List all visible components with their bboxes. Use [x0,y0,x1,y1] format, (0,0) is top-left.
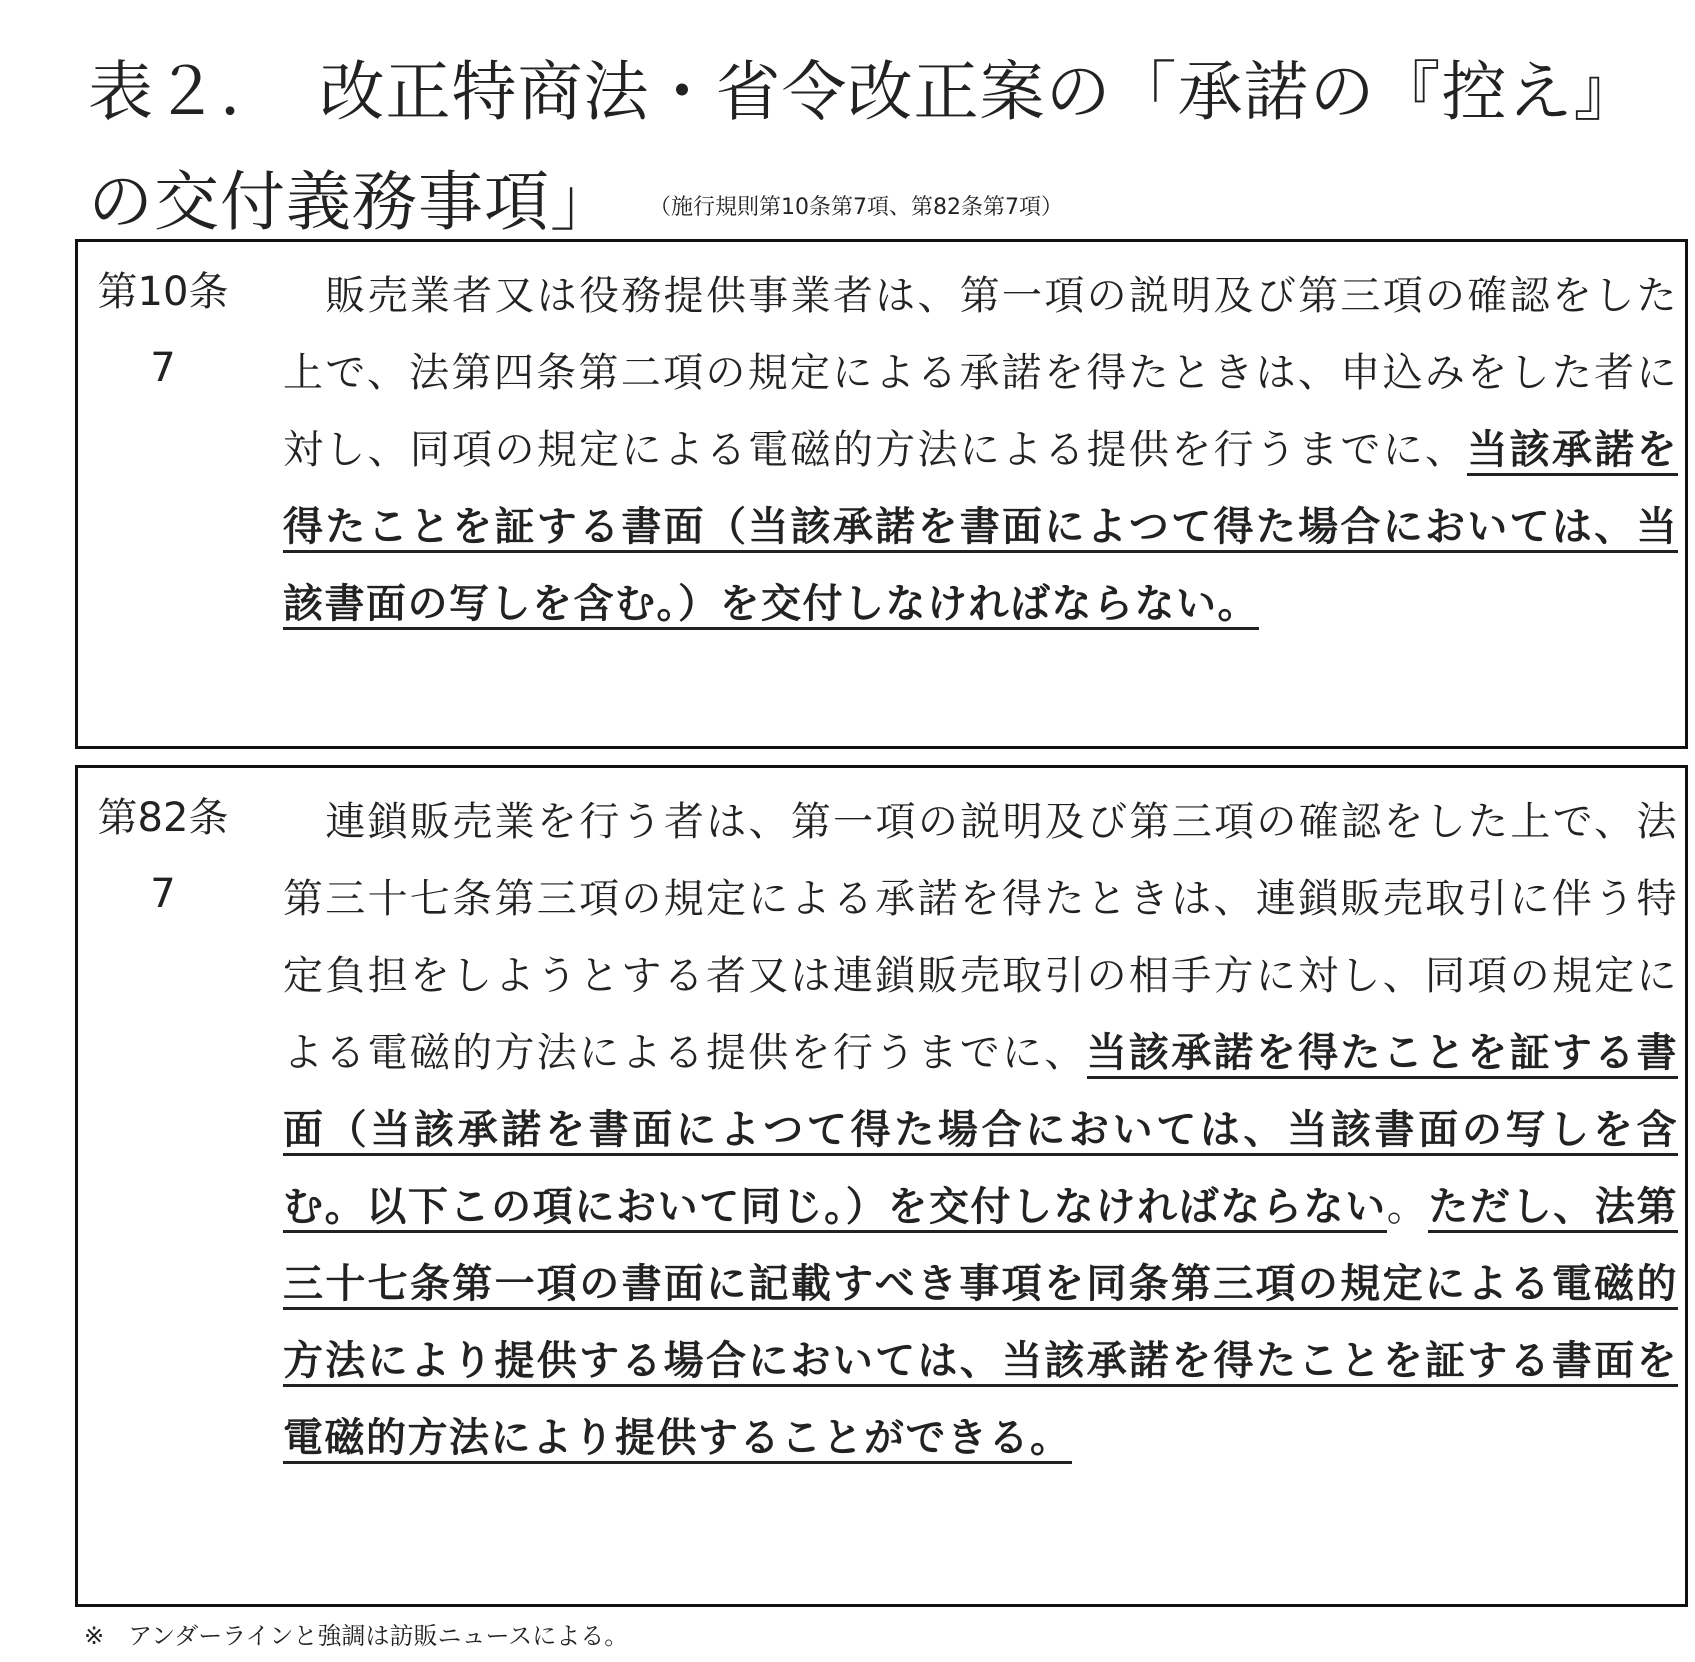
article-82-label [88,780,238,932]
article-82-text-emphasis-1: 当該承諾を得たことを証する書面（当該承諾を書面によつて得た場合においては、当該書面の写しを含む。以下この項において同じ。）を交付しなければならない [283,1030,1678,1233]
article-10-paragraph: 7 [150,345,176,391]
article-10-label [88,254,238,406]
article-10-text-plain: 販売業者又は役務提供事業者は、第一項の説明及び第三項の確認をした上で、法第四条第二項の規定による承諾を得たときは、申込みをした者に対し、同項の規定による電磁的方法による提供を行うまでに、 [283,273,1678,473]
article-82-number: 第82条 [97,795,229,841]
article-82-text-plain: 連鎖販売業を行う者は、第一項の説明及び第三項の確認をした上で、法第三十七条第三項の規定による承諾を得たときは、連鎖販売取引に伴う特定負担をしようとする者又は連鎖販売取引の相手方に対し、同項の規定による電磁的方法による提供を行うまでに、 [283,799,1678,1076]
article-10-number: 第10条 [97,269,229,315]
article-10-box [75,239,1688,749]
article-82-text [283,784,1678,1477]
article-82-box [75,765,1688,1607]
article-10-text [283,258,1678,643]
table-title [88,38,1648,263]
footnote: ※ アンダーラインと強調は訪販ニュースによる。 [84,1622,629,1650]
article-82-text-separator: 。 [1386,1184,1429,1230]
article-82-text-emphasis-2: ただし、法第三十七条第一項の書面に記載すべき事項を同条第三項の規定による電磁的方法により提供する場合においては、当該承諾を得たことを証する書面を電磁的方法により提供することができる。 [283,1184,1678,1464]
article-10-text-emphasis: 当該承諾を得たことを証する書面（当該承諾を書面によつて得た場合においては、当該書面の写しを含む。）を交付しなければならない。 [283,427,1678,630]
table-title-main: 表２． 改正特商法・省令改正案の「承諾の『控え』の交付義務事項」 [88,55,1640,240]
table-title-citation: （施行規則第10条第7項、第82条第7項） [660,195,1063,220]
article-82-paragraph: 7 [150,871,176,917]
